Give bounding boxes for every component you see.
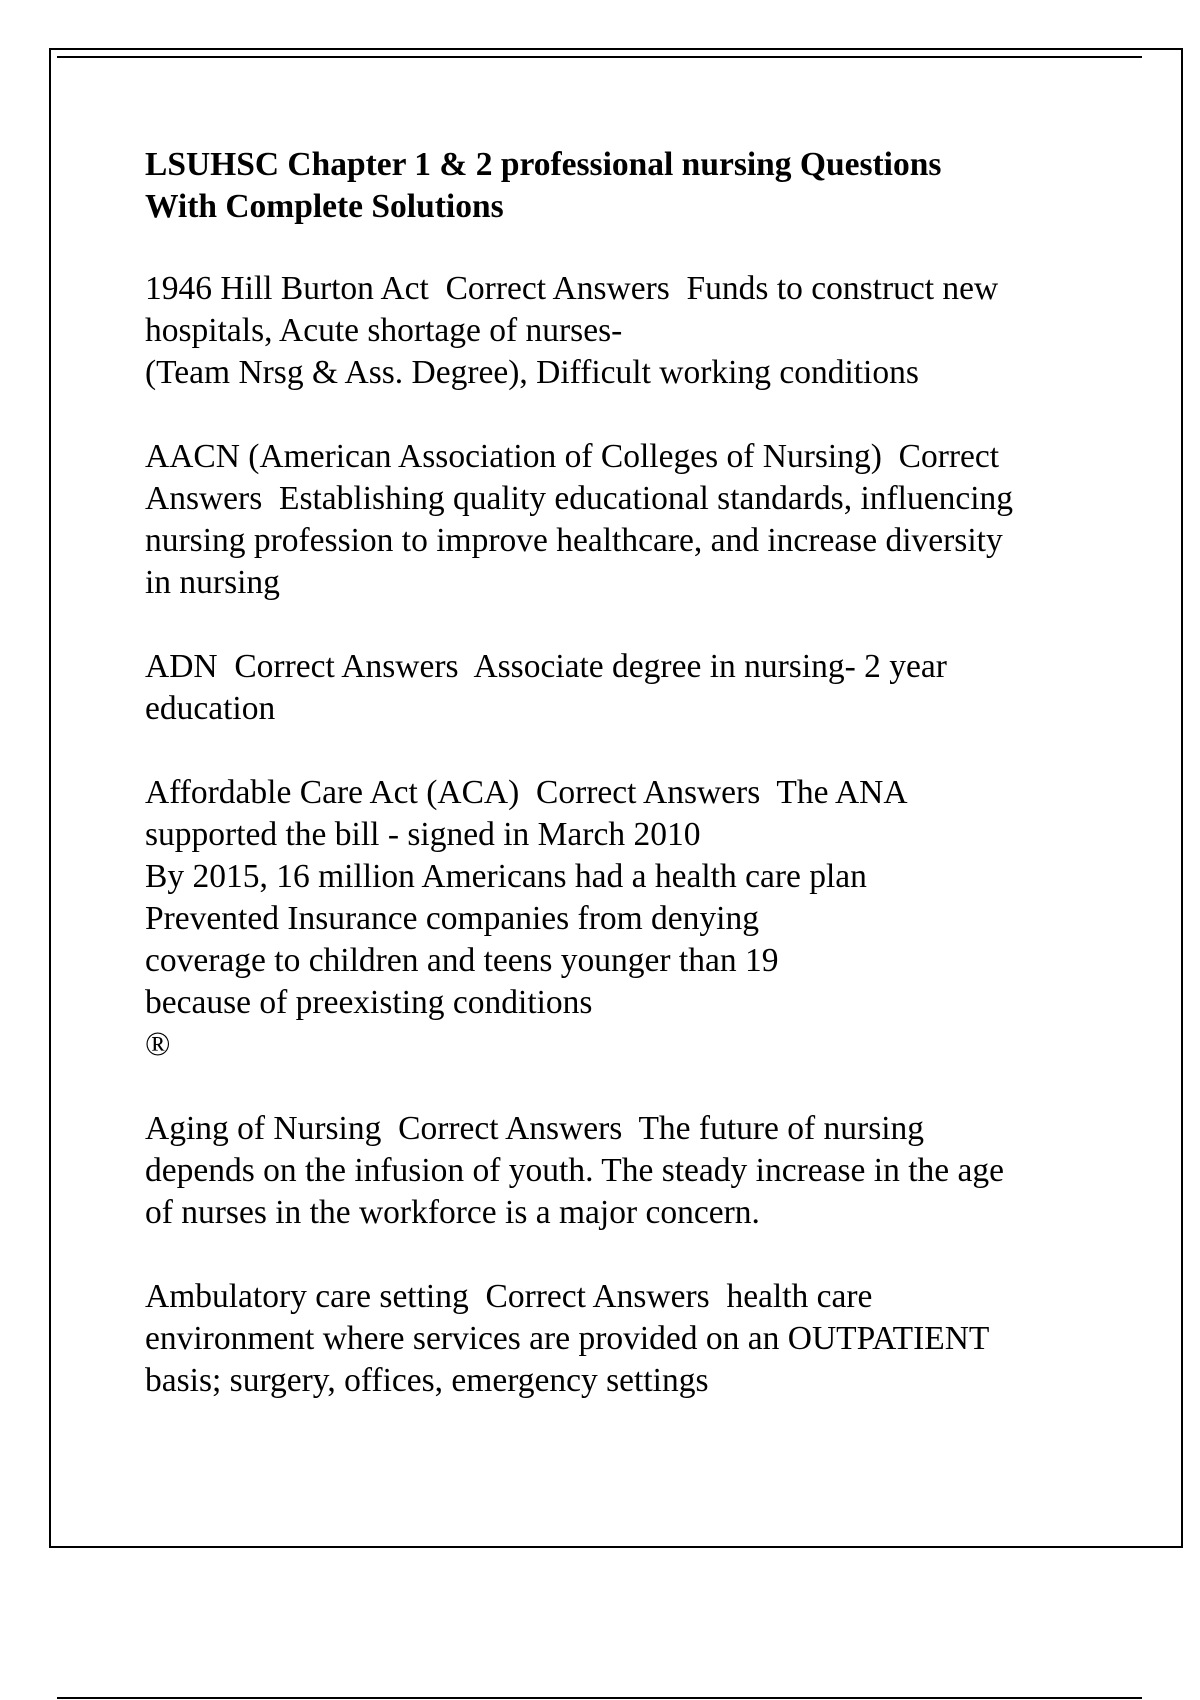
document-title — [145, 144, 1105, 228]
entry-line: AACN (American Association of Colleges of Nursing) Correct — [145, 438, 1000, 475]
entry-line: Answers Establishing quality educational standards, influencing — [145, 480, 1014, 517]
entry-adn — [145, 646, 1105, 730]
entry-line: in nursing — [145, 564, 280, 601]
entry-line: 1946 Hill Burton Act Correct Answers Funds to construct new — [145, 270, 999, 307]
entry-line: By 2015, 16 million Americans had a health care plan — [145, 858, 867, 895]
entry-line: basis; surgery, offices, emergency settings — [145, 1362, 709, 1399]
entry-line: (Team Nrsg & Ass. Degree), Difficult working conditions — [145, 354, 919, 391]
entry-line: coverage to children and teens younger than 19 — [145, 942, 779, 979]
entry-ambulatory-care-setting — [145, 1276, 1105, 1402]
entry-line: ADN Correct Answers Associate degree in nursing- 2 year — [145, 648, 947, 685]
bottom-rule — [57, 1697, 1142, 1699]
entry-aacn — [145, 436, 1105, 604]
document-body — [145, 144, 1105, 1444]
title-line: LSUHSC Chapter 1 & 2 professional nursing Questions — [145, 146, 942, 183]
entry-line: Affordable Care Act (ACA) Correct Answers The ANA — [145, 774, 908, 811]
top-rule — [57, 56, 1142, 58]
entry-line: education — [145, 690, 276, 727]
entry-line: supported the bill - signed in March 2010 — [145, 816, 701, 853]
entry-affordable-care-act — [145, 772, 1105, 1066]
entry-line: of nurses in the workforce is a major concern. — [145, 1194, 760, 1231]
entry-line: depends on the infusion of youth. The steady increase in the age — [145, 1152, 1004, 1189]
entry-line: environment where services are provided on an OUTPATIENT — [145, 1320, 990, 1357]
entry-line: Aging of Nursing Correct Answers The future of nursing — [145, 1110, 925, 1147]
entry-line: because of preexisting conditions — [145, 984, 593, 1021]
entry-line: Prevented Insurance companies from denying — [145, 900, 759, 937]
entry-line: hospitals, Acute shortage of nurses- — [145, 312, 623, 349]
entry-line: nursing profession to improve healthcare, and increase diversity — [145, 522, 1003, 559]
entry-line: Ambulatory care setting Correct Answers health care — [145, 1278, 873, 1315]
title-line: With Complete Solutions — [145, 188, 504, 225]
entry-hill-burton-act — [145, 268, 1105, 394]
registered-mark: ® — [145, 1026, 171, 1063]
entry-aging-of-nursing — [145, 1108, 1105, 1234]
